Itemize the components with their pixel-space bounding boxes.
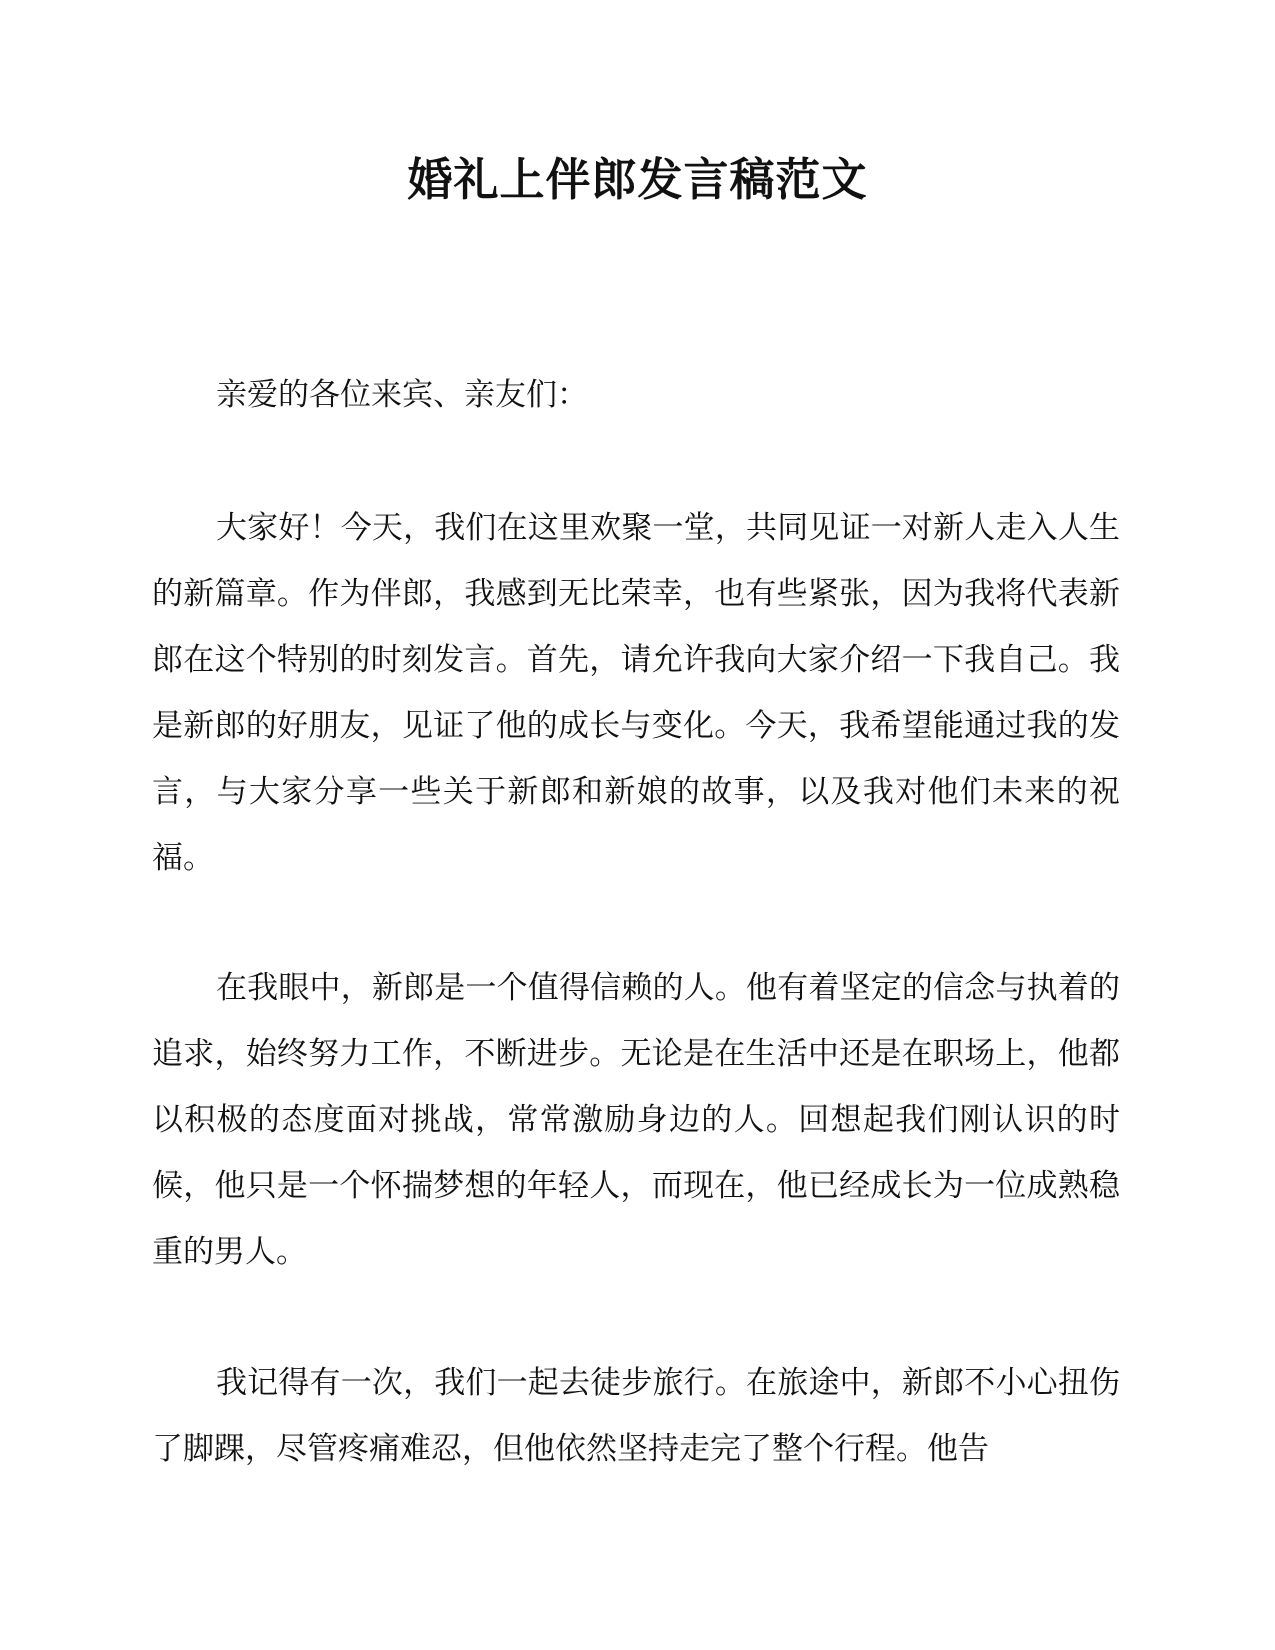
paragraph: 大家好！今天，我们在这里欢聚一堂，共同见证一对新人走入人生的新篇章。作为伴郎，我感到无比荣幸，也有些紧张，因为我将代表新郎在这个特别的时刻发言。首先，请允许我向大家介绍一下我自己。我是新郎的好朋友，见证了他的成长与变化。今天，我希望能通过我的发言，与大家分享一些关于新郎和新娘的故事，以及我对他们未来的祝福。 <box>152 510 1120 876</box>
paragraph: 在我眼中，新郎是一个值得信赖的人。他有着坚定的信念与执着的追求，始终努力工作，不断进步。无论是在生活中还是在职场上，他都以积极的态度面对挑战，常常激励身边的人。回想起我们刚认识的时候，他只是一个怀揣梦想的年轻人，而现在，他已经成长为一位成熟稳重的男人。 <box>152 970 1120 1270</box>
paragraph: 我记得有一次，我们一起去徒步旅行。在旅途中，新郎不小心扭伤了脚踝，尽管疼痛难忍，但他依然坚持走完了整个行程。他告 <box>152 1365 1120 1467</box>
document-title: 婚礼上伴郎发言稿范文 <box>407 153 868 206</box>
greeting-line: 亲爱的各位来宾、亲友们： <box>216 377 588 413</box>
